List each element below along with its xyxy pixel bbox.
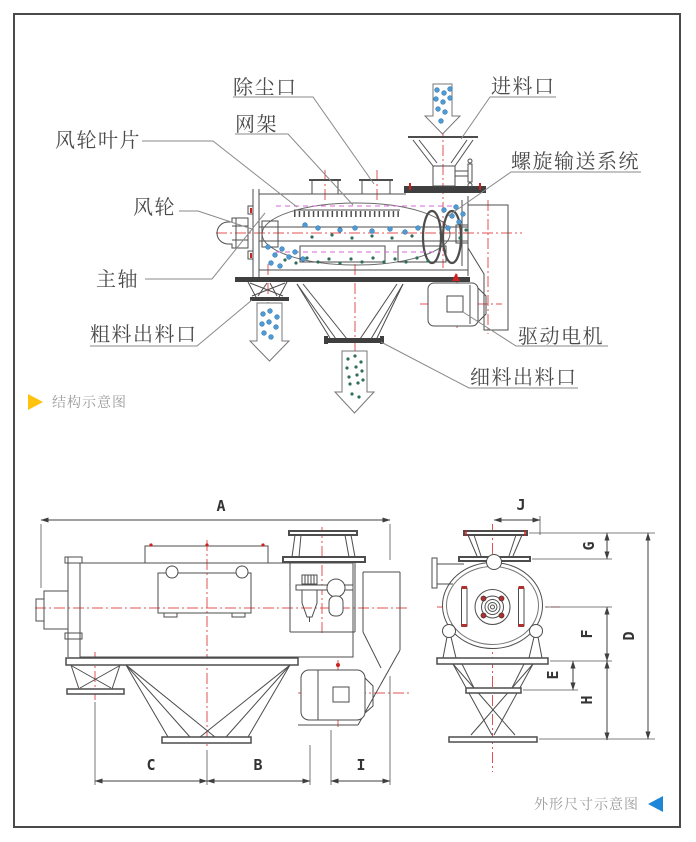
dimension-caption-text: 外形尺寸示意图	[534, 797, 639, 813]
dimension-side-view	[35, 497, 411, 785]
dim-letter-D: D	[620, 631, 638, 641]
label-coarse-outlet: 粗料出料口	[90, 322, 198, 346]
dim-letter-E: E	[544, 670, 562, 680]
structure-caption-text: 结构示意图	[52, 395, 127, 411]
blue-arrow-icon	[648, 796, 663, 812]
dim-letter-G: G	[580, 541, 598, 551]
label-mesh-frame: 网架	[235, 112, 278, 136]
frame-bars	[235, 186, 486, 282]
label-screw-system: 螺旋输送系统	[511, 149, 640, 173]
dimension-right-column	[523, 533, 655, 740]
yellow-arrow-icon	[28, 394, 43, 410]
side-view-body	[36, 531, 400, 743]
fine-outlet-arrow	[335, 351, 374, 413]
dimension-caption	[534, 794, 663, 814]
dim-letter-B: B	[253, 756, 263, 774]
label-dust-port: 除尘口	[233, 75, 298, 99]
dim-letter-A: A	[216, 497, 226, 515]
label-fine-outlet: 细料出料口	[470, 365, 578, 389]
dim-letter-C: C	[146, 756, 156, 774]
label-feed-inlet: 进料口	[491, 74, 556, 98]
label-fan-wheel: 风轮	[133, 195, 176, 219]
dimension-A	[41, 497, 390, 588]
structure-diagram	[55, 74, 641, 413]
machine-body	[217, 180, 468, 277]
dim-letter-F: F	[578, 629, 596, 639]
dim-letter-I: I	[356, 756, 366, 774]
drive-motor-shape	[428, 283, 486, 326]
label-fan-blade: 风轮叶片	[55, 128, 141, 152]
fine-funnel	[297, 284, 403, 344]
label-main-shaft: 主轴	[96, 267, 139, 291]
dimension-end-view	[432, 496, 655, 772]
dim-letter-H: H	[578, 695, 596, 705]
label-drive-motor: 驱动电机	[518, 324, 604, 348]
structure-caption	[28, 392, 127, 412]
dim-letter-J: J	[516, 496, 526, 514]
dimension-J	[494, 496, 540, 535]
end-view-body	[432, 531, 548, 742]
